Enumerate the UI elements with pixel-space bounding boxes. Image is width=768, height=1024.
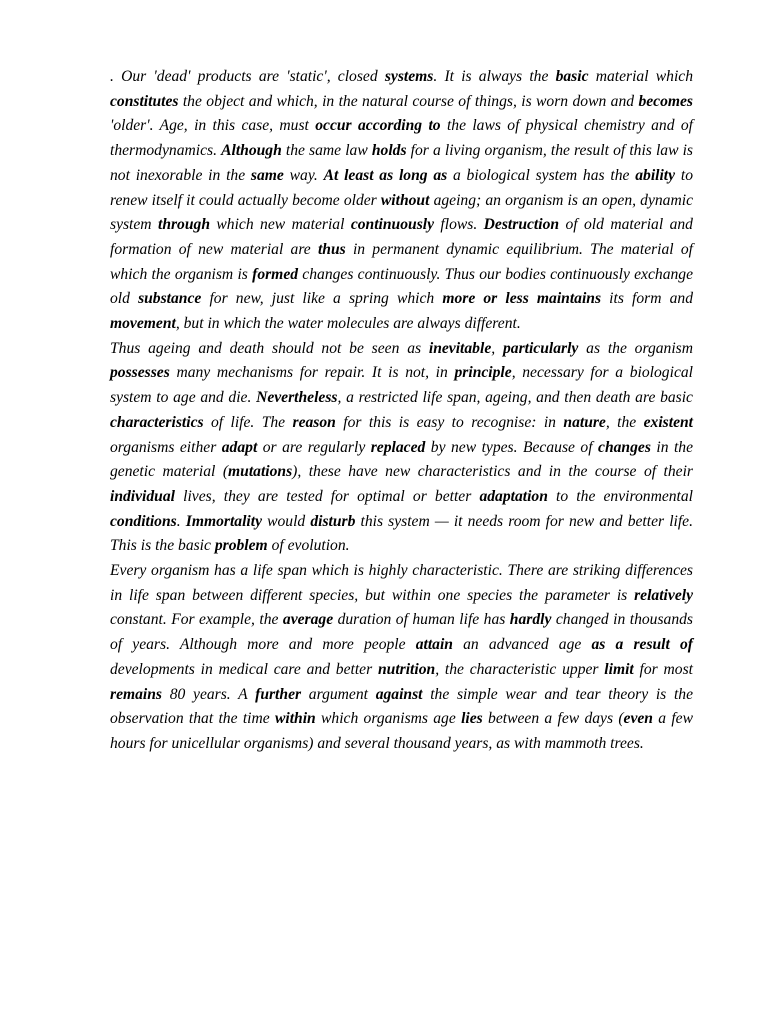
emphasized-term: Destruction (483, 216, 560, 234)
text-run: an advanced age (452, 636, 592, 654)
text-run: duration of human life has (333, 611, 510, 629)
text-run: , the (605, 413, 644, 431)
text-run: . Our 'dead' products are 'static', closed (110, 68, 385, 85)
text-run: Thus ageing and death should not be seen as (110, 339, 429, 357)
text-run: constant. For example, the (110, 611, 283, 629)
text-run: lives, they are tested for optimal or better (175, 487, 480, 505)
text-run: the simple wear and tear theory is the observation that the time (110, 685, 694, 728)
paragraph-2 (110, 337, 693, 559)
emphasized-term: average (282, 611, 334, 629)
text-run: a biological system has the (447, 166, 636, 184)
emphasized-term: ability (635, 166, 676, 184)
text-run: flows. (434, 216, 484, 234)
text-run: in the genetic material ( (110, 438, 694, 481)
text-run: , necessary for a biological system to age and die. (110, 364, 693, 407)
emphasized-term: substance (138, 290, 202, 308)
text-run: its form and (601, 290, 693, 308)
text-run: for a living organism, the result of this law is not inexorable in the (110, 142, 694, 184)
text-run: , a restricted life span, ageing, and then death are basic (337, 389, 693, 407)
emphasized-term: hardly (509, 611, 552, 629)
text-run: for new, just like a spring which (201, 290, 443, 308)
text-run: . It is always the (433, 68, 556, 85)
emphasized-term: changes (598, 438, 651, 456)
emphasized-term: Immortality (185, 512, 262, 530)
emphasized-term: disturb (310, 512, 356, 530)
emphasized-term: inevitable (428, 339, 492, 357)
text-run: which new material (210, 216, 351, 234)
emphasized-term: systems (384, 68, 434, 85)
emphasized-term: problem (214, 537, 268, 555)
text-run: organisms either (110, 438, 222, 456)
text-run: ageing; an organism is an open, dynamic system (110, 191, 693, 234)
text-run: to renew itself it could actually become older (110, 166, 693, 209)
emphasized-term: nature (563, 413, 606, 431)
emphasized-term: further (255, 685, 302, 703)
emphasized-term: At least as long as (323, 166, 448, 184)
emphasized-term: lies (461, 710, 483, 728)
emphasized-term: attain (415, 636, 453, 654)
text-run: in permanent dynamic equilibrium. The material of which the organism is (110, 240, 694, 283)
emphasized-term: reason (292, 413, 336, 431)
text-run: argument (301, 685, 376, 703)
emphasized-term: movement (110, 315, 176, 333)
document-body (110, 65, 693, 757)
emphasized-term: Nevertheless (256, 389, 338, 407)
emphasized-term: mutations (228, 463, 293, 481)
text-run: , but in which the water molecules are always different. (175, 315, 521, 333)
emphasized-term: more or less maintains (442, 290, 602, 308)
text-run: material which (588, 68, 693, 85)
text-run: , (491, 339, 503, 357)
paragraph-1 (110, 65, 693, 337)
text-run: changes continuously. Thus our bodies continuously exchange old (110, 265, 694, 308)
text-run: the same law (281, 142, 372, 160)
text-run: this system — it needs room for new and better life. This is the basic (110, 512, 694, 555)
emphasized-term: characteristics (110, 413, 204, 431)
text-run: to the environmental (547, 487, 694, 505)
emphasized-term: adapt (221, 438, 258, 456)
text-run: ), these have new characteristics and in the course of their (292, 463, 693, 481)
text-run: for this is easy to recognise: in (335, 413, 564, 431)
emphasized-term: without (380, 191, 430, 209)
emphasized-term: occur according to (315, 117, 441, 135)
text-run: Every organism has a life span which is highly characteristic. There are striking differences in life span between different species, but within one species the parameter is (110, 562, 693, 604)
emphasized-term: remains (110, 685, 162, 703)
paragraph-3 (110, 559, 693, 757)
emphasized-term: same (250, 166, 284, 184)
emphasized-term: thus (317, 240, 346, 258)
text-run: 'older'. Age, in this case, must (110, 117, 316, 135)
text-run: many mechanisms for repair. It is not, in (169, 364, 455, 382)
emphasized-term: Although (221, 142, 282, 160)
emphasized-term: existent (643, 413, 694, 431)
text-run: way. (283, 166, 324, 184)
emphasized-term: within (274, 710, 316, 728)
text-run: which organisms age (315, 710, 462, 728)
emphasized-term: constitutes (110, 92, 179, 110)
text-run: would (262, 512, 311, 530)
emphasized-term: becomes (638, 92, 693, 110)
text-run: developments in medical care and better (110, 660, 378, 678)
emphasized-term: principle (454, 364, 512, 382)
text-run: of evolution. (267, 537, 350, 555)
text-run: of old material and formation of new material are (110, 216, 693, 258)
emphasized-term: holds (371, 142, 407, 160)
emphasized-term: relatively (634, 586, 693, 604)
emphasized-term: possesses (110, 364, 170, 382)
emphasized-term: replaced (370, 438, 426, 456)
text-run: for most (633, 660, 693, 678)
text-run: 80 years. A (162, 685, 256, 703)
text-run: changed in thousands of years. Although more and more people (110, 611, 693, 654)
emphasized-term: as a result of (591, 636, 693, 654)
text-run: a few hours for unicellular organisms) and several thousand years, as with mammoth trees. (110, 710, 694, 752)
text-run: or are regularly (257, 438, 371, 456)
text-run: of life. The (203, 413, 293, 431)
emphasized-term: conditions (110, 512, 177, 530)
emphasized-term: particularly (502, 339, 579, 357)
emphasized-term: basic (555, 68, 589, 85)
emphasized-term: against (375, 685, 423, 703)
emphasized-term: limit (604, 660, 634, 678)
emphasized-term: even (623, 710, 653, 728)
text-run: as the organism (578, 339, 694, 357)
text-run: the laws of physical chemistry and of thermodynamics. (110, 117, 693, 160)
text-run: between a few days ( (482, 710, 624, 728)
emphasized-term: through (157, 216, 210, 234)
text-run: . (176, 512, 186, 530)
emphasized-term: formed (252, 265, 299, 283)
emphasized-term: individual (110, 487, 175, 505)
emphasized-term: adaptation (479, 487, 548, 505)
emphasized-term: continuously (350, 216, 435, 234)
text-run: the object and which, in the natural course of things, is worn down and (178, 92, 639, 110)
text-run: , the characteristic upper (435, 660, 605, 678)
text-run: by new types. Because of (425, 438, 599, 456)
emphasized-term: nutrition (377, 660, 436, 678)
